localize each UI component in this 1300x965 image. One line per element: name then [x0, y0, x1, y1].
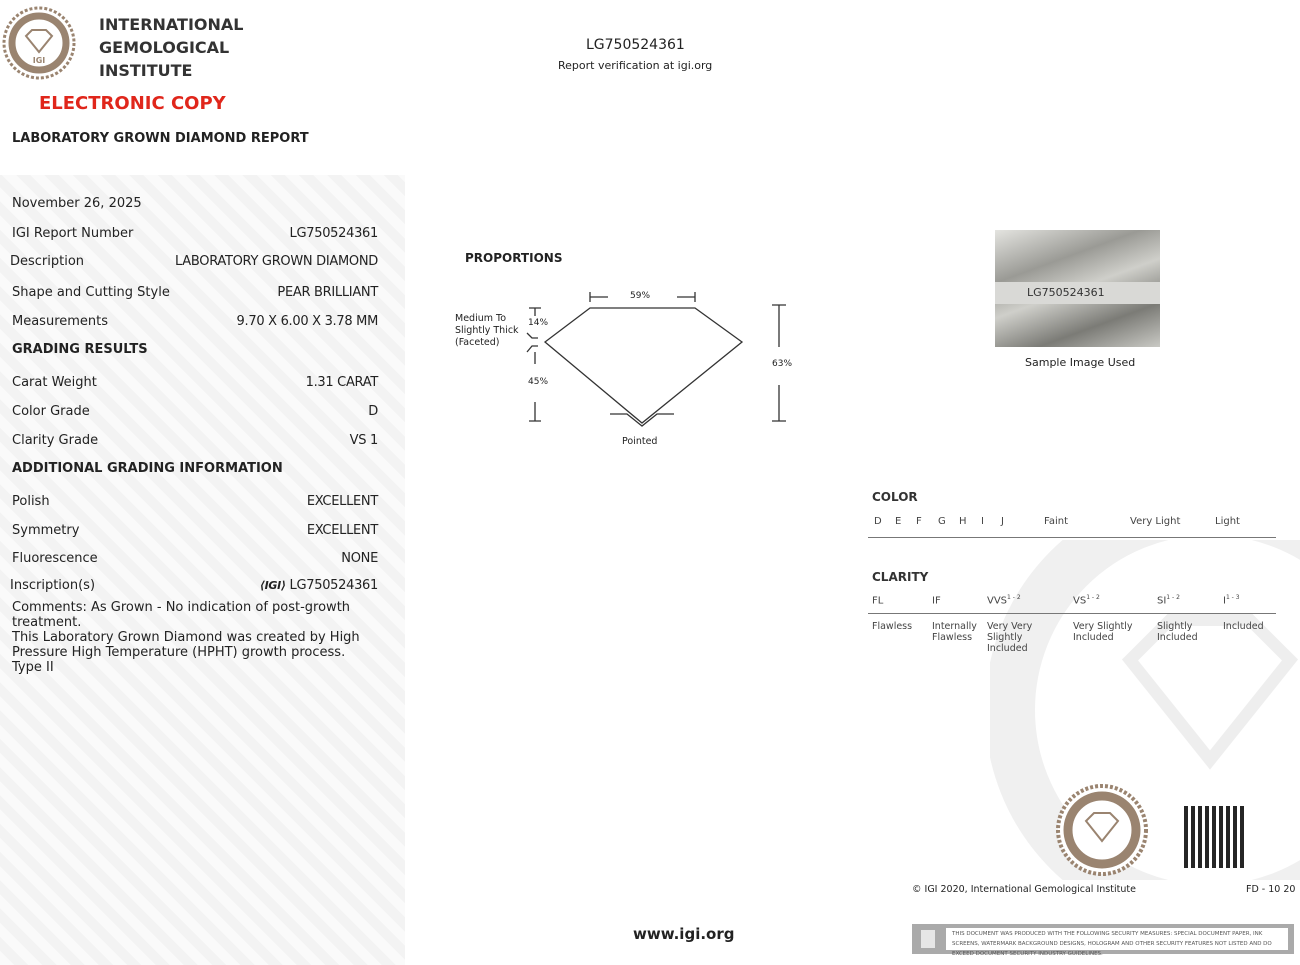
- sample-inscription: LG750524361: [1027, 286, 1105, 299]
- clarity-grade-label: IF: [932, 595, 941, 607]
- row-value: NONE: [341, 551, 378, 566]
- row-label: Clarity Grade: [12, 433, 99, 448]
- row-value: EXCELLENT: [306, 523, 378, 538]
- copyright: © IGI 2020, International Gemological Institute: [912, 884, 1136, 895]
- row-label: Shape and Cutting Style: [12, 285, 170, 300]
- color-scale-line: [868, 537, 1276, 538]
- security-text: THIS DOCUMENT WAS PRODUCED WITH THE FOLLOWING SECURITY MEASURES: SPECIAL DOCUMENT PAPER, INK SCREENS, WATERMARK BACKGROUND DESIGNS, HOLOGRAM AND OTHER SECURITY FEATURES NOT LISTED AND DO EXCEED DOCUMENT SECURITY INDUSTRY GUIDELINES.: [946, 928, 1288, 950]
- clarity-grade-label: SI: [1157, 595, 1167, 607]
- color-grade: Faint: [1044, 516, 1068, 527]
- row-label: Polish: [12, 494, 50, 509]
- additional-info-heading: ADDITIONAL GRADING INFORMATION: [12, 461, 283, 476]
- row-value: LABORATORY GROWN DIAMOND: [175, 254, 378, 269]
- security-notice: [912, 924, 1294, 957]
- igi-inscription-icon: ⟨IGI⟩: [259, 579, 286, 592]
- pavilion-percent: 45%: [528, 377, 549, 387]
- electronic-copy-label: ELECTRONIC COPY: [39, 93, 226, 114]
- grading-row: [12, 375, 378, 390]
- row-value: LG750524361: [289, 578, 378, 593]
- color-grade: G: [938, 516, 946, 527]
- form-code: FD - 10 20: [1246, 884, 1296, 895]
- comment-line: Type II: [12, 660, 54, 675]
- clarity-grade-range: 1 - 2: [1086, 594, 1100, 601]
- color-grade: Very Light: [1130, 516, 1181, 527]
- clarity-grade: [872, 594, 883, 606]
- clarity-grade-range: 1 - 3: [1225, 594, 1240, 601]
- color-grade: H: [959, 516, 967, 527]
- additional-row: [12, 551, 378, 566]
- clarity-grade: [1073, 594, 1100, 606]
- grading-row: [12, 433, 378, 448]
- website-link[interactable]: www.igi.org: [633, 925, 735, 943]
- table-percent: 59%: [630, 291, 651, 301]
- clarity-grade-description: Flawless: [872, 621, 913, 632]
- report-date: November 26, 2025: [12, 196, 142, 211]
- color-grade: E: [895, 516, 902, 527]
- detail-row: [12, 314, 378, 329]
- grading-row: [12, 404, 378, 419]
- clarity-grade-label: I: [1223, 595, 1226, 607]
- comments: [12, 600, 372, 675]
- row-label: Inscription(s): [10, 578, 96, 593]
- color-grade: I: [981, 516, 984, 527]
- culet-label: Pointed: [622, 436, 658, 447]
- proportions-heading: PROPORTIONS: [465, 251, 563, 265]
- row-label: Carat Weight: [12, 375, 97, 390]
- color-scale-heading: COLOR: [872, 490, 918, 504]
- sample-caption: Sample Image Used: [1025, 356, 1136, 369]
- clarity-scale-heading: CLARITY: [872, 570, 929, 584]
- comment-line: This Laboratory Grown Diamond was created by High Pressure High Temperature (HPHT) growth process.: [12, 630, 360, 660]
- igi-seal-footer: [1055, 783, 1150, 878]
- clarity-grade-description: Very Very Slightly Included: [987, 621, 1033, 654]
- clarity-grade: [1223, 594, 1240, 606]
- report-number-header: LG750524361: [586, 37, 685, 53]
- row-label: Fluorescence: [12, 551, 98, 566]
- depth-percent: 63%: [772, 359, 793, 369]
- additional-row: [12, 494, 378, 509]
- color-grade: Light: [1215, 516, 1240, 527]
- row-value: PEAR BRILLIANT: [277, 285, 378, 300]
- row-label: Color Grade: [12, 404, 90, 419]
- verification-link[interactable]: Report verification at igi.org: [558, 59, 713, 72]
- qr-code[interactable]: [1184, 806, 1246, 868]
- org-name-line: INSTITUTE: [99, 61, 193, 80]
- row-value: LG750524361: [289, 226, 378, 241]
- color-grade: F: [916, 516, 922, 527]
- detail-row: [10, 254, 378, 269]
- crown-percent: 14%: [528, 318, 549, 328]
- row-value: D: [368, 404, 378, 419]
- row-value: 9.70 X 6.00 X 3.78 MM: [236, 314, 378, 329]
- clarity-grade-description: Included: [1223, 621, 1264, 632]
- grading-results-heading: GRADING RESULTS: [12, 342, 148, 357]
- girdle-label: Medium To Slightly Thick (Faceted): [455, 313, 519, 348]
- row-label: Symmetry: [12, 523, 80, 538]
- report-title: LABORATORY GROWN DIAMOND REPORT: [12, 131, 309, 146]
- clarity-grade-description: Slightly Included: [1157, 621, 1198, 643]
- org-name-line: GEMOLOGICAL: [99, 38, 230, 57]
- clarity-grade-label: VVS: [987, 595, 1008, 607]
- row-label: Measurements: [12, 314, 109, 329]
- color-grade: J: [1001, 516, 1004, 527]
- detail-row: [12, 226, 378, 241]
- sample-image: [995, 230, 1160, 347]
- clarity-grade-range: 1 - 2: [1007, 594, 1021, 601]
- clarity-grade: [987, 594, 1021, 606]
- clarity-grade: [932, 594, 941, 606]
- detail-row: [12, 285, 378, 300]
- color-scale: [0, 516, 1300, 530]
- clarity-grade-label: FL: [872, 595, 884, 607]
- org-name-line: INTERNATIONAL: [99, 15, 244, 34]
- comment-line: Comments: As Grown - No indication of post-growth treatment.: [12, 600, 351, 630]
- lock-document-icon: [921, 930, 935, 948]
- clarity-grade: [1157, 594, 1180, 606]
- row-value: 1.31 CARAT: [305, 375, 378, 390]
- clarity-grade-description: Very Slightly Included: [1073, 621, 1133, 643]
- diamond-profile: [545, 308, 742, 423]
- row-label: Description: [10, 254, 85, 269]
- svg-text:IGI: IGI: [32, 56, 46, 65]
- clarity-grade-description: Internally Flawless: [932, 621, 977, 643]
- additional-row: [10, 578, 378, 593]
- row-value: EXCELLENT: [306, 494, 378, 509]
- clarity-grade-range: 1 - 2: [1166, 594, 1180, 601]
- color-grade: D: [874, 516, 882, 527]
- igi-seal-logo: [2, 6, 76, 80]
- clarity-scale-line: [868, 613, 1276, 614]
- row-label: IGI Report Number: [12, 226, 134, 241]
- clarity-grade-label: VS: [1073, 595, 1087, 607]
- row-value: VS 1: [349, 433, 378, 448]
